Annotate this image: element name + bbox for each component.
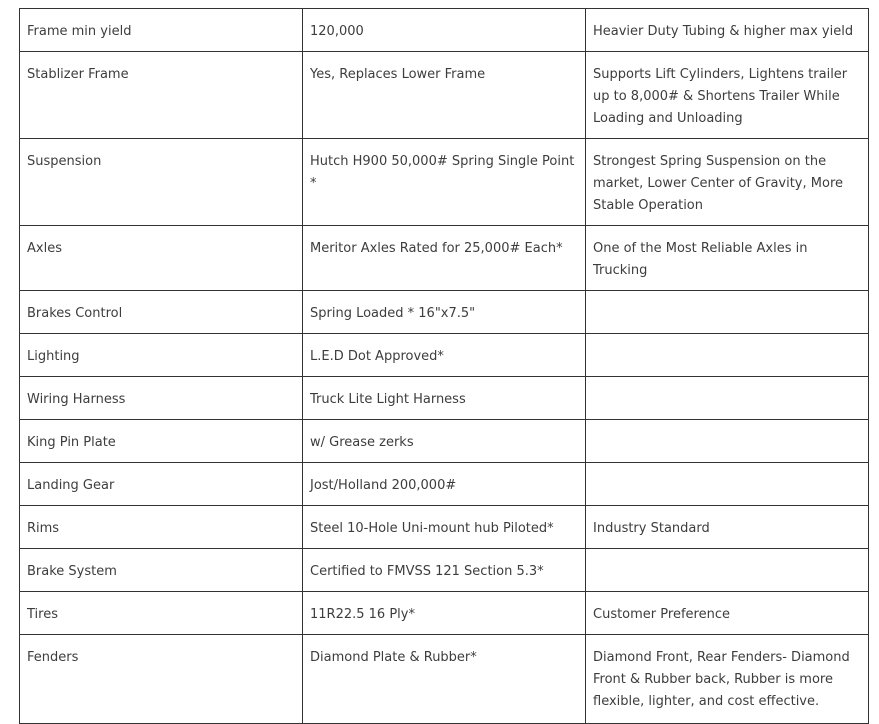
feature-cell: Brakes Control (20, 291, 303, 334)
table-row (20, 291, 869, 334)
spec-cell: Yes, Replaces Lower Frame (303, 52, 586, 139)
feature-cell: Axles (20, 226, 303, 291)
feature-cell: Tires (20, 592, 303, 635)
benefit-cell (586, 549, 869, 592)
benefit-cell (586, 420, 869, 463)
feature-cell: Rims (20, 506, 303, 549)
spec-cell: 120,000 (303, 9, 586, 52)
table-row (20, 506, 869, 549)
spec-cell: L.E.D Dot Approved* (303, 334, 586, 377)
spec-table-body (20, 9, 869, 724)
table-row (20, 592, 869, 635)
benefit-cell: Heavier Duty Tubing & higher max yield (586, 9, 869, 52)
feature-cell: Stablizer Frame (20, 52, 303, 139)
feature-cell: Fenders (20, 635, 303, 724)
feature-cell: King Pin Plate (20, 420, 303, 463)
table-row (20, 635, 869, 724)
spec-cell: Certified to FMVSS 121 Section 5.3* (303, 549, 586, 592)
table-row (20, 9, 869, 52)
table-row (20, 549, 869, 592)
spec-cell: w/ Grease zerks (303, 420, 586, 463)
table-row (20, 139, 869, 226)
spec-cell: Meritor Axles Rated for 25,000# Each* (303, 226, 586, 291)
spec-cell: Jost/Holland 200,000# (303, 463, 586, 506)
table-row (20, 226, 869, 291)
table-row (20, 463, 869, 506)
benefit-cell: Customer Preference (586, 592, 869, 635)
spec-cell: 11R22.5 16 Ply* (303, 592, 586, 635)
benefit-cell: One of the Most Reliable Axles in Trucking (586, 226, 869, 291)
spec-cell: Hutch H900 50,000# Spring Single Point * (303, 139, 586, 226)
feature-cell: Wiring Harness (20, 377, 303, 420)
spec-cell: Diamond Plate & Rubber* (303, 635, 586, 724)
feature-cell: Frame min yield (20, 9, 303, 52)
feature-cell: Landing Gear (20, 463, 303, 506)
benefit-cell: Supports Lift Cylinders, Lightens trailer up to 8,000# & Shortens Trailer While Loading and Unloading (586, 52, 869, 139)
benefit-cell (586, 334, 869, 377)
spec-table (19, 8, 869, 724)
spec-cell: Steel 10-Hole Uni-mount hub Piloted* (303, 506, 586, 549)
table-row (20, 334, 869, 377)
feature-cell: Brake System (20, 549, 303, 592)
table-row (20, 377, 869, 420)
benefit-cell: Industry Standard (586, 506, 869, 549)
benefit-cell (586, 291, 869, 334)
benefit-cell: Diamond Front, Rear Fenders- Diamond Front & Rubber back, Rubber is more flexible, lighter, and cost effective. (586, 635, 869, 724)
spec-cell: Spring Loaded * 16"x7.5" (303, 291, 586, 334)
spec-cell: Truck Lite Light Harness (303, 377, 586, 420)
benefit-cell (586, 377, 869, 420)
benefit-cell: Strongest Spring Suspension on the market, Lower Center of Gravity, More Stable Operation (586, 139, 869, 226)
feature-cell: Lighting (20, 334, 303, 377)
feature-cell: Suspension (20, 139, 303, 226)
table-row (20, 52, 869, 139)
table-row (20, 420, 869, 463)
benefit-cell (586, 463, 869, 506)
